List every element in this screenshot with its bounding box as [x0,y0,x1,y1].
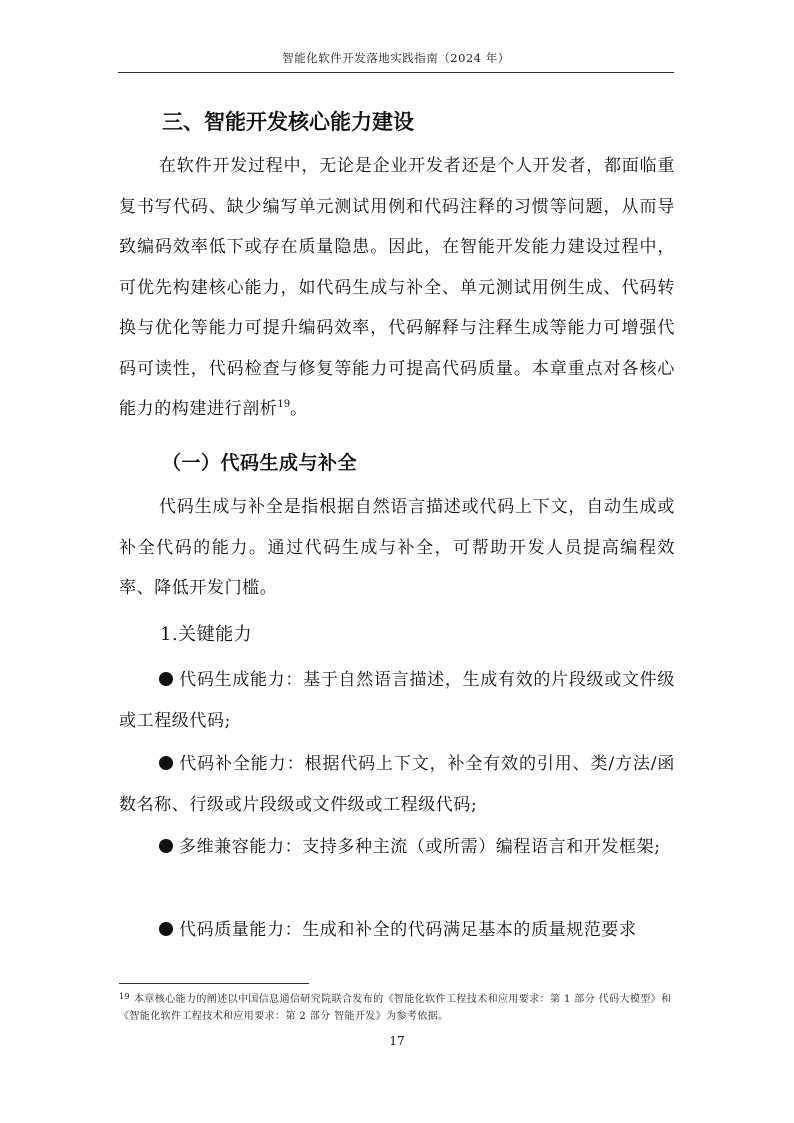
intro-end: 。 [290,399,308,419]
key-capabilities-heading: 1.关键能力 [160,624,253,645]
definition-paragraph: 代码生成与补全是指根据自然语言描述或代码上下文，自动生成或补全代码的能力。通过代码生成与补全，可帮助开发人员提高编程效率、降低开发门槛。 [119,497,675,598]
bullet-item [119,827,675,868]
bullet-icon [159,922,173,936]
intro-text: 在软件开发过程中，无论是企业开发者还是个人开发者，都面临重复书写代码、缺少编写单元测试用例和代码注释的习惯等问题，从而导致编码效率低下或存在质量隐患。因此，在智能开发能力建设过程中，可优先构建核心能力，如代码生成与补全、单元测试用例生成、代码转换与优化等能力可提升编码效率，代码解释与注释生成等能力可增强代码可读性，代码检查与修复等能力可提高代码质量。本章重点对各核心能力的构建进行剖析 [119,156,675,419]
bullet-item [119,744,675,825]
bullet-text: 支持多种主流（或所需）编程语言和开发框架; [302,837,661,857]
bullet-label: 代码质量能力： [179,920,303,940]
footnote-number: 19 [119,992,130,1001]
bullet-label: 代码生成能力： [179,670,304,690]
bullet-icon [159,839,173,853]
running-header: 智能化软件开发落地实践指南（2024 年） [282,51,510,65]
bullet-icon [159,756,173,770]
footnote-divider [119,983,309,984]
footnote-text: 本章核心能力的阐述以中国信息通信研究院联合发布的《智能化软件工程技术和应用要求：第 1 部分 代码大模型》和《智能化软件工程技术和应用要求：第 2 部分 智能开发》为参考依据。 [119,994,672,1022]
bullet-label: 代码补全能力： [179,754,305,774]
bullet-label: 多维兼容能力： [179,837,303,857]
intro-paragraph [119,146,675,430]
subsection-heading: （一）代码生成与补全 [162,452,358,474]
bullet-item [119,660,675,741]
bullet-text: 根据代码上下文，补全有效的引用、类/方法/函数名称、行级或片段级或文件级或工程级代码; [119,754,676,815]
bullet-icon [159,672,173,686]
bullet-text: 基于自然语言描述，生成有效的片段级或文件级或工程级代码; [119,670,676,731]
header-divider [118,72,674,73]
section-heading: 三、智能开发核心能力建设 [162,110,414,134]
footnote-reference[interactable]: 19 [277,399,291,410]
footnote [119,991,675,1025]
bullet-item [119,910,675,951]
bullet-text: 生成和补全的代码满足基本的质量规范要求 [302,920,637,940]
page-number: 17 [389,1034,405,1048]
